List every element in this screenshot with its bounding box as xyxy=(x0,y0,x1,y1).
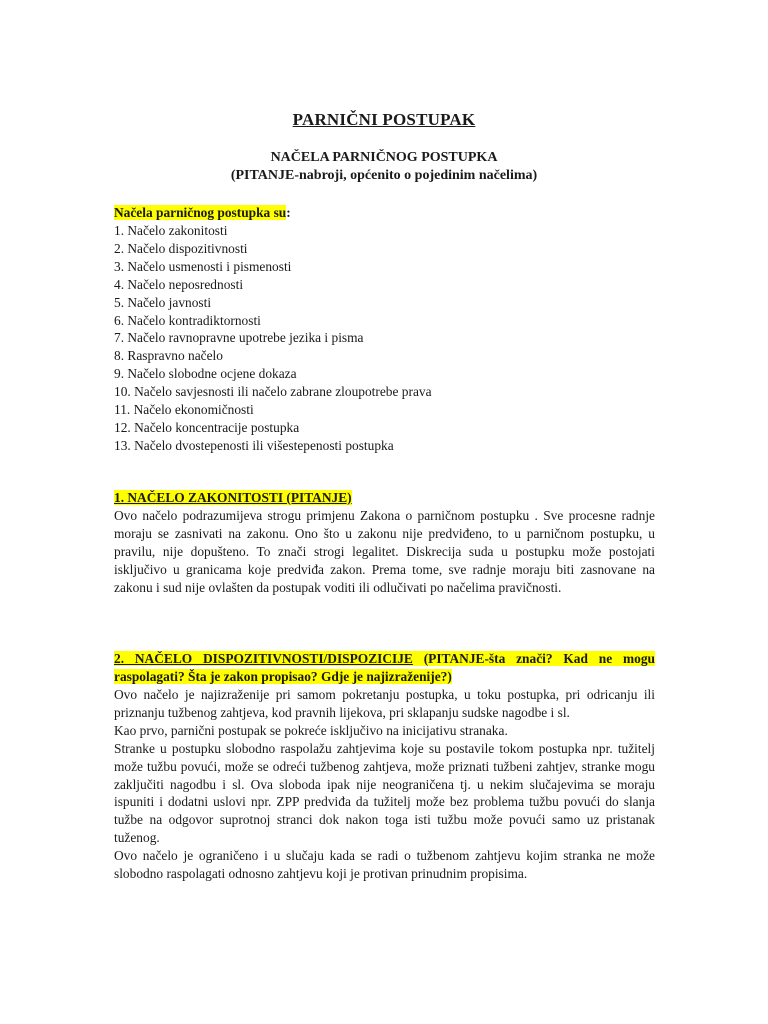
section-2-heading-text: 2. NAČELO DISPOZITIVNOSTI/DISPOZICIJE xyxy=(114,651,413,666)
list-item: 1. Načelo zakonitosti xyxy=(114,223,228,238)
list-item: 13. Načelo dvostepenosti ili višestepenosti postupka xyxy=(114,437,394,453)
list-item: 2. Načelo dispozitivnosti xyxy=(114,240,248,256)
list-item: 12. Načelo koncentracije postupka xyxy=(114,419,300,435)
list-heading xyxy=(114,204,655,222)
section-2-question: (PITANJE-šta znači? Kad ne mogu raspolagati? Šta je zakon propisao? Gdje je najizraženije?) xyxy=(114,651,655,684)
section-2-heading xyxy=(114,650,655,686)
list-heading-colon: : xyxy=(286,205,291,220)
paragraph: Ovo načelo je ograničeno i u slučaju kada se radi o tužbenom zahtjevu kojim stranka ne može slobodno raspolagati odnosno zahtjevu koji je protivan prinudnim propisima. xyxy=(114,848,655,882)
principles-list xyxy=(114,222,655,455)
list-heading-text: Načela parničnog postupka su xyxy=(114,205,287,220)
document-subtitle: NAČELA PARNIČNOG POSTUPKA xyxy=(270,150,498,165)
paragraph: Stranke u postupku slobodno raspolažu zahtjevima koje su postavile tokom postupka npr. tužitelj može tužbu povući, može se odreći tužbenog zahtjeva, može priznati tužbeni zahtjev, stranke mogu zaključiti nagodbu i sl. Ova sloboda ipak nije neograničena tj. u nekim slučajevima se moraju ispuniti i dodatni uslovi npr. ZPP predviđa da tužitelj može bez problema tužbu povući do slanja tužbe na odgovor suprotnoj stranci dok nakon toga isti tužbu može povući samo uz pristanak tuženog. xyxy=(114,740,655,846)
section-2-body xyxy=(114,686,655,883)
list-item: 6. Načelo kontradiktornosti xyxy=(114,312,261,328)
section-1-body: Ovo načelo podrazumijeva strogu primjenu Zakona o parničnom postupku . Sve procesne radnje moraju se zasnivati na zakonu. Ono što u zakonu nije predviđeno, to u parničnom postupku, u pravilu, nije dopušteno. To znači strogi legalitet. Diskrecija suda u postupku može postojati isključivo u granicama koje predviđa zakon. Prema tome, sve radnje moraju biti zasnovane na zakonu i sud nije ovlašten da postupak voditi ili odlučivati po načelima pravičnosti. xyxy=(114,508,655,595)
document-title: PARNIČNI POSTUPAK xyxy=(292,110,476,129)
list-item: 7. Načelo ravnopravne upotrebe jezika i pisma xyxy=(114,330,364,346)
list-item: 8. Raspravno načelo xyxy=(114,348,223,364)
list-item: 5. Načelo javnosti xyxy=(114,294,212,310)
list-item: 10. Načelo savjesnosti ili načelo zabrane zloupotrebe prava xyxy=(114,384,432,400)
list-item: 9. Načelo slobodne ocjene dokaza xyxy=(114,366,297,382)
list-item: 3. Načelo usmenosti i pismenosti xyxy=(114,258,292,274)
document-subtitle-question: (PITANJE-nabroji, općenito o pojedinim načelima) xyxy=(230,168,538,183)
section-1-heading xyxy=(114,489,655,507)
paragraph: Ovo načelo je najizraženije pri samom pokretanju postupka, u toku postupka, pri odricanju ili priznanju tužbenog zahtjeva, kod pravnih lijekova, pri sklapanju sudske nagodbe i sl. xyxy=(114,687,655,720)
list-item: 11. Načelo ekonomičnosti xyxy=(114,402,254,418)
list-item: 4. Načelo neposrednosti xyxy=(114,276,244,292)
paragraph: Kao prvo, parnični postupak se pokreće isključivo na inicijativu stranaka. xyxy=(114,722,508,738)
section-1-heading-text: 1. NAČELO ZAKONITOSTI (PITANJE) xyxy=(114,490,352,505)
